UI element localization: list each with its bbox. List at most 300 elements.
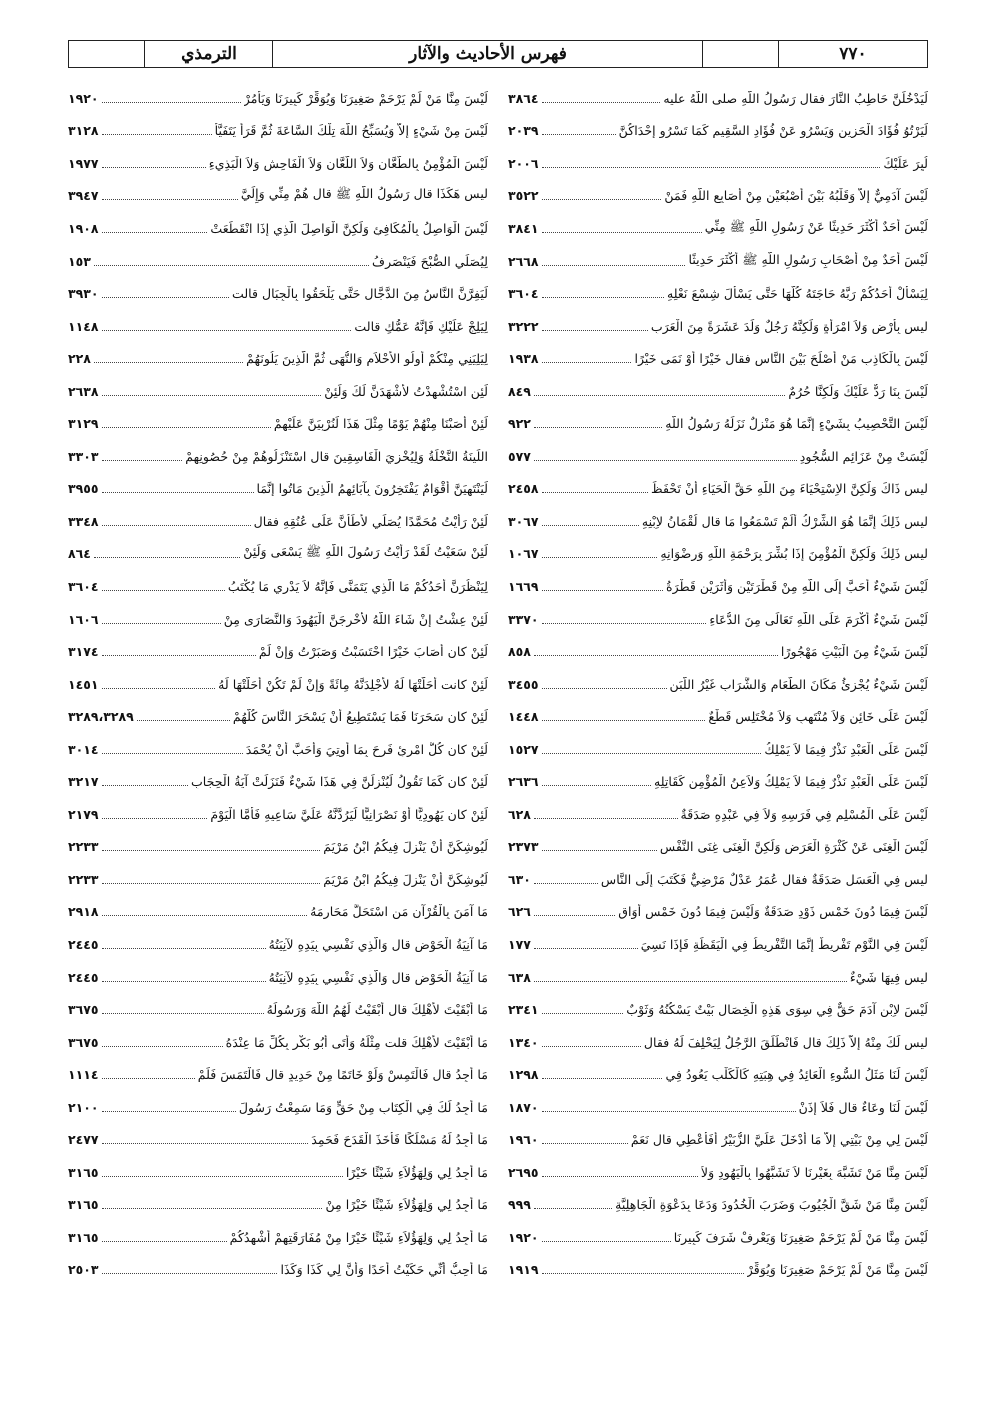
hadith-text: لَيْسَ مِنَّا مَنْ لَمْ يَرْحَمْ صَغِيرَنَا وَيُوَقِّرْ <box>746 1262 928 1278</box>
hadith-number: ٣٨٦٤ <box>508 90 539 106</box>
dot-leader <box>94 557 240 558</box>
index-entry <box>68 1156 488 1189</box>
index-entry <box>68 147 488 180</box>
page-title: فهرس الأحاديث والآثار <box>409 44 567 64</box>
hadith-number: ١٦٠٦ <box>68 611 99 627</box>
hadith-text: مَا أَبْقَيْتَ لأَهْلِكَ قال أَبْقَيْتُ لَهُمُ اللَّهَ وَرَسُولَهُ <box>266 1002 488 1018</box>
hadith-number: ٢٣٧٣ <box>508 839 539 855</box>
left-column <box>68 82 488 1286</box>
hadith-number: ٦٣٠ <box>508 871 531 887</box>
dot-leader <box>102 330 352 331</box>
hadith-text: لَئِنْ كان أَصَابَ خَيْرًا احْتَسَبْتُ وَصَبَرْتُ وَإِنْ لَمْ <box>258 644 488 660</box>
hadith-text: لَيْسَ بِنَا رَدٌّ عَلَيْكَ وَلَكِنَّا حُرُمٌ <box>788 383 928 399</box>
hadith-text: لَيْسَ التَّحْصِيبُ بِشَيْءٍ إِنَّمَا هُوَ مَنْزِلٌ نَزَلَهُ رَسُولُ اللَّهِ <box>665 416 928 432</box>
dot-leader <box>534 883 598 884</box>
index-entry <box>508 1058 928 1091</box>
dot-leader <box>102 785 188 786</box>
index-entry <box>68 863 488 896</box>
index-entry <box>508 798 928 831</box>
hadith-number: ٢٤٥٨ <box>508 481 539 497</box>
dot-leader <box>102 525 251 526</box>
dot-leader <box>542 557 658 558</box>
hadith-text: لَيَفِرَّنَّ النَّاسُ مِنَ الدَّجَّالِ حَتَّى يَلْحَقُوا بِالْجِبَالِ قالت <box>231 286 488 302</box>
hadith-number: ١٨٧٠ <box>508 1099 539 1115</box>
index-entry <box>508 473 928 506</box>
hadith-text: لَيْسَ الْمُؤْمِنُ بِالطَّعَّانِ وَلاَ اللَّعَّانِ وَلاَ الْفَاحِشِ وَلاَ الْبَذِيءِ <box>208 155 488 171</box>
dot-leader <box>542 1143 628 1144</box>
page-number: ٧٧٠ <box>839 44 867 64</box>
dot-leader <box>102 590 225 591</box>
index-entry <box>508 440 928 473</box>
index-entry <box>68 342 488 375</box>
index-entry <box>68 538 488 571</box>
dot-leader <box>102 1208 323 1209</box>
dot-leader <box>542 1176 698 1177</box>
dot-leader <box>542 1013 624 1014</box>
hadith-number: ٣٨٤١ <box>508 220 539 236</box>
hadith-text: لِيَسْأَلْ أَحَدُكُمْ رَبَّهُ حَاجَتَهُ كُلَّهَا حَتَّى يَسْأَلَ شِسْعَ نَعْلِهِ <box>666 286 928 302</box>
index-entry <box>68 440 488 473</box>
hadith-number: ٢٢٨ <box>68 351 91 367</box>
hadith-number: ٢٠٣٩ <box>508 123 539 139</box>
hadith-text: لَيْسَ بِالْكَاذِبِ مَنْ أَصْلَحَ بَيْنَ النَّاسِ فقال خَيْرًا أَوْ نَمَى خَيْرًا <box>634 351 928 367</box>
hadith-number: ٢١٧٩ <box>68 806 99 822</box>
index-entry <box>68 310 488 343</box>
index-entry <box>68 180 488 213</box>
hadith-number: ٣٩٣٠ <box>68 286 99 302</box>
hadith-number: ١٩٢٠ <box>508 1229 539 1245</box>
dot-leader <box>102 981 266 982</box>
index-entry <box>508 407 928 440</box>
dot-leader <box>542 1111 796 1112</box>
index-entry <box>508 570 928 603</box>
hadith-number: ١٩٣٨ <box>508 351 539 367</box>
hadith-number: ١٥٣ <box>68 253 91 269</box>
page-header <box>68 40 928 68</box>
index-entry <box>68 82 488 115</box>
dot-leader <box>542 1046 641 1047</box>
dot-leader <box>102 883 321 884</box>
hadith-text: لَئِنْ كان كَمَا تَقُولُ لَيُنْزِلَنَّ فِي هَذَا شَيْءٌ فَنَزَلَتْ آيَةُ الْحِجَابِ <box>190 774 488 790</box>
dot-leader <box>542 134 616 135</box>
hadith-text: ليس ذَلِكَ إِنَّمَا هُوَ الشِّرْكُ أَلَمْ تَسْمَعُوا مَا قال لُقْمَانُ لاِبْنِهِ <box>641 513 928 529</box>
dot-leader <box>542 199 662 200</box>
hadith-text: لَيْسَ مِنْ شَيْءٍ إِلاَّ وَيُسَبِّحُ اللَّهَ تِلْكَ السَّاعَةَ ثُمَّ قَرَأَ يَتَفَيَّأُ <box>214 123 488 139</box>
index-entry <box>508 1221 928 1254</box>
hadith-number: ٣٣٠٣ <box>68 448 99 464</box>
hadith-text: لُيِرَ عَلَيْكَ <box>883 155 928 171</box>
hadith-text: لَيْسَ مِنَّا مَنْ تَشَبَّهَ بِغَيْرِنَا لاَ تَشَبَّهُوا بِالْيَهُودِ وَلاَ <box>700 1164 928 1180</box>
hadith-text: لَئِنْ عِشْتُ إِنْ شَاءَ اللَّهُ لأُخْرِجَنَّ الْيَهُودَ وَالنَّصَارَى مِنْ <box>223 611 488 627</box>
index-entry <box>508 603 928 636</box>
index-entry <box>68 961 488 994</box>
hadith-text: لَيْسَ فِي النَّوْمِ تَفْرِيطٌ إِنَّمَا التَّفْرِيطُ فِي الْيَقَظَةِ فَإِذَا نَسِيَ <box>640 936 928 952</box>
index-entry <box>68 277 488 310</box>
dot-leader <box>102 1111 236 1112</box>
hadith-text: لَيُوشِكَنَّ أَنْ يَنْزِلَ فِيكُمُ ابْنُ مَرْيَمَ <box>323 839 488 855</box>
dot-leader <box>542 850 657 851</box>
hadith-text: مَا أَجِدُ لَهُ مَسْلَكًا فَأَخَذَ الْقَدَحَ فَحَمِدَ <box>311 1132 488 1148</box>
header-divider <box>144 41 145 67</box>
dot-leader <box>534 655 778 656</box>
hadith-text: لَئِنْ كان سَحَرَنَا فَمَا يَسْتَطِيعُ أَنْ يَسْحَرَ النَّاسَ كُلَّهُمْ <box>232 709 488 725</box>
dot-leader <box>102 460 183 461</box>
hadith-number: ٣٢٢٢ <box>508 318 539 334</box>
index-entry <box>508 928 928 961</box>
hadith-text: مَا أَبْقَيْتَ لأَهْلِكَ قلت مِثْلَهُ وَأَتَى أَبُو بَكْرٍ بِكُلِّ مَا عِنْدَهُ <box>225 1034 488 1050</box>
dot-leader <box>102 948 266 949</box>
index-entry <box>68 1189 488 1222</box>
hadith-text: لَيْسَ عَلَى خَائِنٍ وَلاَ مُنْتَهِبٍ وَلاَ مُخْتَلِسٍ قَطْعٌ <box>708 709 928 725</box>
dot-leader <box>542 265 686 266</box>
hadith-text: لَيْسَ أَحَدٌ مِنْ أَصْحَابِ رَسُولِ اللَّهِ ﷺ أَكْثَرَ حَدِيثًا <box>688 251 928 267</box>
hadith-number: ٣٩٥٥ <box>68 481 99 497</box>
hadith-text: لَئِنْ كان كُلُّ امْرِئٍ فَرِحَ بِمَا أُوتِيَ وَأَحَبَّ أَنْ يُحْمَدَ <box>245 741 488 757</box>
dot-leader <box>102 850 321 851</box>
dot-leader <box>542 1078 663 1079</box>
header-divider <box>778 41 779 67</box>
hadith-number: ١٩٦٠ <box>508 1132 539 1148</box>
right-column <box>508 82 928 1286</box>
index-entry <box>508 1091 928 1124</box>
hadith-text: لَيْسَ الْغِنَى عَنْ كَثْرَةِ الْعَرَضِ وَلَكِنَّ الْغِنَى غِنَى النَّفْسِ <box>659 839 928 855</box>
dot-leader <box>102 1046 223 1047</box>
hadith-number: ١٩٠٨ <box>68 220 99 236</box>
hadith-text: لَيْسَ مِنَّا مَنْ شَقَّ الْجُيُوبَ وَضَرَبَ الْخُدُودَ وَدَعَا بِدَعْوَةِ الْجَاهِلِيَّةِ <box>615 1197 928 1213</box>
dot-leader <box>102 753 243 754</box>
index-entry <box>508 635 928 668</box>
hadith-text: مَا آنِيَةُ الْحَوْضِ قال وَالَّذِي نَفْسِي بِيَدِهِ لآنِيَتُهُ <box>268 969 488 985</box>
hadith-number: ٣٣٧٠ <box>508 611 539 627</box>
dot-leader <box>102 232 208 233</box>
hadith-text: مَا أُحِبُّ أَنِّي حَكَيْتُ أَحَدًا وَأَنَّ لِي كَذَا وَكَذَا <box>280 1262 488 1278</box>
hadith-number: ١٢٩٨ <box>508 1067 539 1083</box>
hadith-text: لَيْسَ مِنَّا مَنْ لَمْ يَرْحَمْ صَغِيرَنَا وَيَعْرِفْ شَرَفَ كَبِيرِنَا <box>673 1229 928 1245</box>
index-entry <box>68 473 488 506</box>
hadith-text: لَيْسَ شَيْءٌ أَحَبَّ إِلَى اللَّهِ مِنْ قَطْرَتَيْنِ وَأَثَرَيْنِ قَطْرَةُ <box>666 578 928 594</box>
hadith-number: ٦٢٨ <box>508 806 531 822</box>
index-entry <box>68 668 488 701</box>
index-entry <box>68 928 488 961</box>
hadith-text: ليس ذَاكَ وَلَكِنَّ الاِسْتِحْيَاءَ مِنَ اللَّهِ حَقَّ الْحَيَاءِ أَنْ تَحْفَظَ <box>650 481 928 497</box>
hadith-text: لَيْسَ لِي مِنْ بَيْتِي إِلاَّ مَا أَدْخَلَ عَلَيَّ الزُّبَيْرُ أَفَأُعْطِي قال نَعَمْ <box>630 1132 928 1148</box>
dot-leader <box>542 720 706 721</box>
hadith-number: ٢٢٣٣ <box>68 871 99 887</box>
hadith-number: ٨٦٤ <box>68 546 91 562</box>
dot-leader <box>542 1241 671 1242</box>
hadith-text: لَيْسَ لَنَا مَثَلُ السُّوءِ الْعَائِدُ فِي هِبَتِهِ كَالْكَلْبِ يَعُودُ فِي <box>665 1067 928 1083</box>
index-entry <box>68 896 488 929</box>
index-entry <box>68 1221 488 1254</box>
dot-leader <box>102 395 322 396</box>
hadith-text: لَيْسَتْ مِنْ عَزَائِمِ السُّجُودِ <box>799 448 928 464</box>
hadith-number: ٦٢٦ <box>508 904 531 920</box>
hadith-number: ١٥٢٧ <box>508 741 539 757</box>
dot-leader <box>542 525 639 526</box>
dot-leader <box>102 1078 195 1079</box>
index-entry <box>68 603 488 636</box>
index-entry <box>68 1058 488 1091</box>
hadith-number: ٢٤٤٥ <box>68 969 99 985</box>
hadith-number: ٢٥٠٣ <box>68 1262 99 1278</box>
hadith-number: ٣٩٤٧ <box>68 188 99 204</box>
hadith-text: ليس فِيهَا شَيْءٌ <box>849 969 928 985</box>
hadith-number: ١٤٤٨ <box>508 709 539 725</box>
dot-leader <box>542 102 661 103</box>
dot-leader <box>542 492 648 493</box>
dot-leader <box>534 427 662 428</box>
hadith-text: ليس بِأَرْضٍ وَلاَ امْرَأَةٍ وَلَكِنَّهُ رَجُلٌ وَلَدَ عَشَرَةً مِنَ الْعَرَبِ <box>650 318 928 334</box>
hadith-number: ٣١٦٥ <box>68 1197 99 1213</box>
index-entry <box>508 212 928 245</box>
hadith-text: لِيَنْظُرَنَّ أَحَدُكُمْ مَا الَّذِي يَتَمَنَّى فَإِنَّهُ لاَ يَدْرِي مَا يُكْتَبُ <box>227 578 488 594</box>
dot-leader <box>102 492 254 493</box>
dot-leader <box>94 265 369 266</box>
hadith-number: ٣٣٤٨ <box>68 513 99 529</box>
hadith-text: لَيَدْخُلَنَّ حَاطِبُ النَّارَ فقال رَسُولُ اللَّهِ صلى اللَّهُ عليه <box>663 90 928 106</box>
index-entry <box>68 765 488 798</box>
hadith-number: ٣٠٦٧ <box>508 513 539 529</box>
dot-leader <box>542 362 632 363</box>
hadith-text: لَيْسَ لاِبْنِ آدَمَ حَقٌّ فِي سِوَى هَذِهِ الْخِصَالِ بَيْتٌ يَسْكُنُهُ وَثَوْبٌ <box>626 1002 928 1018</box>
hadith-text: لَيْسَ شَيْءٌ مِنَ الْبَيْتِ مَهْجُورًا <box>780 644 928 660</box>
hadith-number: ٢٦٩٥ <box>508 1164 539 1180</box>
dot-leader <box>542 753 762 754</box>
hadith-number: ٣٦٠٤ <box>508 286 539 302</box>
dot-leader <box>102 1013 264 1014</box>
index-entry <box>508 310 928 343</box>
hadith-text: لَيْسَ لَنَا وِعَاءٌ قال فَلاَ إِذَنْ <box>798 1099 928 1115</box>
hadith-text: لَئِنِ اسْتُشْهِدْتُ لأَشْهَدَنَّ لَكَ وَلَئِنْ <box>324 383 488 399</box>
hadith-number: ٢٦٣٨ <box>68 383 99 399</box>
hadith-text: لَيَنْتَهِيَنَّ أَقْوَامٌ يَفْتَخِرُونَ بِآبَائِهِمُ الَّذِينَ مَاتُوا إِنَّمَا <box>256 481 488 497</box>
hadith-number: ٩٢٢ <box>508 416 531 432</box>
hadith-number: ٣١٢٩ <box>68 416 99 432</box>
hadith-number: ١٦٦٩ <box>508 578 539 594</box>
hadith-text: لَيْسَ عَلَى الْعَبْدِ نَذْرٌ فِيمَا لاَ يَمْلِكُ <box>764 741 928 757</box>
index-entry <box>508 147 928 180</box>
dot-leader <box>102 1176 343 1177</box>
hadith-number: ٣٦٧٥ <box>68 1002 99 1018</box>
dot-leader <box>102 427 271 428</box>
index-entry <box>508 1189 928 1222</box>
dot-leader <box>534 460 797 461</box>
dot-leader <box>534 948 638 949</box>
index-entry <box>68 1124 488 1157</box>
hadith-text: لَئِنْ رَأَيْتُ مُحَمَّدًا يُصَلِّي لأَطَأَنَّ عَلَى عُنُقِهِ فقال <box>253 513 488 529</box>
dot-leader <box>542 232 702 233</box>
hadith-number: ١٩١٩ <box>508 1262 539 1278</box>
dot-leader <box>542 590 663 591</box>
dot-leader <box>102 818 208 819</box>
dot-leader <box>102 1273 278 1274</box>
hadith-text: لَيْسَ آدَمِيٌّ إِلاَّ وَقَلْبُهُ بَيْنَ أُصْبُعَيْنِ مِنْ أَصَابِعِ اللَّهِ فَمَنْ <box>664 188 928 204</box>
index-entry <box>68 700 488 733</box>
index-entry <box>508 668 928 701</box>
dot-leader <box>102 1241 227 1242</box>
index-entry <box>508 180 928 213</box>
index-entry <box>508 538 928 571</box>
index-entry <box>508 342 928 375</box>
index-entry <box>68 505 488 538</box>
hadith-number: ٢٢٣٣ <box>68 839 99 855</box>
hadith-number: ٢٤٤٥ <box>68 936 99 952</box>
hadith-number: ٢١٠٠ <box>68 1099 99 1115</box>
hadith-text: لَئِنْ أَصَبْنَا مِنْهُمْ يَوْمًا مِثْلَ هَذَا لَنُرْبِيَنَّ عَلَيْهِمْ <box>273 416 488 432</box>
hadith-text: مَا أَجِدُ قال فَالْتَمِسْ وَلَوْ خَاتَمًا مِنْ حَدِيدٍ قال فَالْتَمَسَ فَلَمْ <box>197 1067 488 1083</box>
hadith-text: لَئِنْ كان يَهُودِيًّا أَوْ نَصْرَانِيًّا لَيَرُدَّنَّهُ عَلَيَّ سَاعِيهِ فَأَمَّا الْيَوْمَ <box>210 806 488 822</box>
hadith-number: ١٠٦٧ <box>508 546 539 562</box>
hadith-number: ٣١٦٥ <box>68 1164 99 1180</box>
hadith-number: ٩٩٩ <box>508 1197 531 1213</box>
index-entry <box>68 212 488 245</box>
index-entry <box>68 993 488 1026</box>
index-entry <box>68 831 488 864</box>
hadith-text: ليس هَكَذَا قال رَسُولُ اللَّهِ ﷺ قال هُمْ مِنِّي وَإِلَيَّ <box>240 186 488 202</box>
index-entry <box>68 1026 488 1059</box>
hadith-number: ١١٤٨ <box>68 318 99 334</box>
dot-leader <box>534 915 615 916</box>
hadith-text: مَا أَجِدُ لِي وَلِهَؤُلاَءِ شَيْئًا خَيْرًا مِنْ مُفَارَقَتِهِمْ أُشْهِدُكُمْ <box>229 1229 488 1245</box>
dot-leader <box>102 167 206 168</box>
index-entry <box>508 961 928 994</box>
hadith-text: لَيْسَ مِنَّا مَنْ لَمْ يَرْحَمْ صَغِيرَنَا وَيُوَقِّرْ كَبِيرَنَا وَيَأْمُرْ <box>243 90 488 106</box>
hadith-number: ٣٤٥٥ <box>508 676 539 692</box>
hadith-text: لَئِنْ سَعَيْتُ لَقَدْ رَأَيْتُ رَسُولَ اللَّهِ ﷺ يَسْعَى وَلَئِنْ <box>243 544 488 560</box>
hadith-number: ٣٢١٧ <box>68 774 99 790</box>
index-entry <box>68 407 488 440</box>
dot-leader <box>542 297 664 298</box>
dot-leader <box>102 134 212 135</box>
dot-leader <box>534 981 847 982</box>
dot-leader <box>542 623 707 624</box>
index-entry <box>68 570 488 603</box>
hadith-number: ١٩٢٠ <box>68 90 99 106</box>
hadith-text: اللِّينَةُ النَّخْلَةُ وَلِيُخْزِيَ الْفَاسِقِينَ قال اسْتَنْزَلُوهُمْ مِنْ حُصُونِهِمْ <box>185 448 488 464</box>
index-entry <box>508 831 928 864</box>
index-entry <box>508 82 928 115</box>
dot-leader <box>102 915 308 916</box>
index-entry <box>508 1156 928 1189</box>
dot-leader <box>534 818 678 819</box>
index-entry <box>68 1091 488 1124</box>
hadith-number: ٢٦٦٨ <box>508 253 539 269</box>
dot-leader <box>542 785 651 786</box>
hadith-text: لَيْسَ شَيْءٌ يُجْزِئُ مَكَانَ الطَّعَامِ وَالشَّرَابِ غَيْرُ اللَّبَنِ <box>669 676 928 692</box>
hadith-number: ٣٥٢٢ <box>508 188 539 204</box>
index-entry <box>508 505 928 538</box>
book-name: الترمذي <box>181 44 237 64</box>
dot-leader <box>137 720 230 721</box>
index-entry <box>68 1254 488 1287</box>
index-entry <box>68 798 488 831</box>
hadith-number: ٣١٢٨ <box>68 123 99 139</box>
hadith-number: ١٧٧ <box>508 936 531 952</box>
dot-leader <box>102 623 221 624</box>
index-entry <box>508 1124 928 1157</box>
hadith-text: لَئِنْ كانت أَحَلَّتْهَا لَهُ لأَجْلِدَنَّهُ مِائَةً وَإِنْ لَمْ تَكُنْ أَحَلَّتْهَا لَهُ <box>218 676 488 692</box>
index-entry <box>68 733 488 766</box>
hadith-number: ١٤٥١ <box>68 676 99 692</box>
index-entry <box>508 1026 928 1059</box>
hadith-text: ليس فِي الْعَسَلِ صَدَقَةٌ فقال عُمَرُ عَدْلٌ مَرْضِيٌّ فَكَتَبَ إِلَى النَّاسِ <box>600 871 928 887</box>
dot-leader <box>542 330 648 331</box>
index-entry <box>68 635 488 668</box>
index-entry <box>508 733 928 766</box>
hadith-number: ٨٤٩ <box>508 383 531 399</box>
hadith-number: ٦٣٨ <box>508 969 531 985</box>
hadith-text: مَا أَجِدُ لِي وَلِهَؤُلاَءِ شَيْئًا خَيْرًا <box>345 1164 488 1180</box>
index-entry <box>508 700 928 733</box>
index-entry <box>508 1254 928 1287</box>
dot-leader <box>542 688 667 689</box>
hadith-number: ٣٠١٤ <box>68 741 99 757</box>
dot-leader <box>102 102 241 103</box>
hadith-text: مَا آمَنَ بِالْقُرْآنِ مَنِ اسْتَحَلَّ مَحَارِمَهُ <box>310 904 488 920</box>
index-entry <box>68 375 488 408</box>
hadith-text: لِيَلِجْ عَلَيْكِ فَإِنَّهُ عَمُّكِ قالت <box>354 318 488 334</box>
dot-leader <box>542 167 881 168</box>
dot-leader <box>534 395 785 396</box>
hadith-text: لِيُصَلِّي الصُّبْحَ فَيَنْصَرِفُ <box>372 253 488 269</box>
hadith-number: ٢٠٠٦ <box>508 155 539 171</box>
hadith-text: لَيْسَ عَلَى الْمُسْلِمِ فِي فَرَسِهِ وَلاَ فِي عَبْدِهِ صَدَقَةٌ <box>680 806 928 822</box>
hadith-text: لَيْسَ عَلَى الْعَبْدِ نَذْرٌ فِيمَا لاَ يَمْلِكُ وَلاَعِنُ الْمُؤْمِنِ كَقَاتِلِهِ <box>653 774 928 790</box>
index-entry <box>508 765 928 798</box>
index-entry <box>508 277 928 310</box>
hadith-text: لَيْسَ فِيمَا دُونَ خَمْسٍ ذَوْدٍ صَدَقَةٌ وَلَيْسَ فِيمَا دُونَ خَمْسِ أَوَاقٍ <box>618 904 928 920</box>
hadith-number: ٢٣٤١ <box>508 1002 539 1018</box>
hadith-number: ٣٦٧٥ <box>68 1034 99 1050</box>
hadith-number: ١١١٤ <box>68 1067 99 1083</box>
hadith-text: لَيْسَ أَحَدٌ أَكْثَرَ حَدِيثًا عَنْ رَسُولِ اللَّهِ ﷺ مِنِّي <box>704 218 928 234</box>
hadith-number: ١٩٧٧ <box>68 155 99 171</box>
hadith-number: ١٣٤٠ <box>508 1034 539 1050</box>
index-entry <box>508 863 928 896</box>
hadith-text: لَيُوشِكَنَّ أَنْ يَنْزِلَ فِيكُمُ ابْنُ مَرْيَمَ <box>323 871 488 887</box>
hadith-number: ٢٩١٨ <box>68 904 99 920</box>
index-entry <box>508 375 928 408</box>
hadith-number: ٣٢٨٩،٣٢٨٩ <box>68 709 134 725</box>
dot-leader <box>102 1143 309 1144</box>
hadith-text: ليس لَكَ مِنْهُ إِلاَّ ذَلِكَ قال فَانْطَلَقَ الرَّجُلُ لِيَحْلِفَ لَهُ فقال <box>643 1034 928 1050</box>
hadith-number: ٥٧٧ <box>508 448 531 464</box>
hadith-number: ٣٦٠٤ <box>68 578 99 594</box>
hadith-text: مَا أَجِدُ لِي وَلِهَؤُلاَءِ شَيْئًا خَيْرًا مِنْ <box>325 1197 488 1213</box>
hadith-number: ٣١٧٤ <box>68 644 99 660</box>
hadith-number: ٢٤٧٧ <box>68 1132 99 1148</box>
hadith-text: لَيْسَ الْوَاصِلُ بِالْمُكَافِئِ وَلَكِنَّ الْوَاصِلَ الَّذِي إِذَا انْقَطَعَتْ <box>210 220 488 236</box>
hadith-text: لَيْسَ شَيْءٌ أَكْرَمَ عَلَى اللَّهِ تَعَالَى مِنَ الدُّعَاءِ <box>709 611 928 627</box>
index-entry <box>508 896 928 929</box>
hadith-number: ٨٥٨ <box>508 644 531 660</box>
dot-leader <box>102 297 229 298</box>
dot-leader <box>534 1208 612 1209</box>
hadith-number: ٢٦٣٦ <box>508 774 539 790</box>
hadith-text: مَا أَجِدُ لَكَ فِي الْكِتَابِ مِنْ حَقٍّ وَمَا سَمِعْتُ رَسُولَ <box>238 1099 488 1115</box>
dot-leader <box>102 688 216 689</box>
hadith-text: مَا آنِيَةُ الْحَوْضِ قال وَالَّذِي نَفْسِي بِيَدِهِ لآنِيَتُهُ <box>268 936 488 952</box>
index-entry <box>68 245 488 278</box>
dot-leader <box>102 655 256 656</box>
dot-leader <box>94 362 243 363</box>
hadith-number: ٣١٦٥ <box>68 1229 99 1245</box>
dot-leader <box>102 199 238 200</box>
hadith-text: ليس ذَلِكَ وَلَكِنَّ الْمُؤْمِنَ إِذَا بُشِّرَ بِرَحْمَةِ اللَّهِ وَرِضْوَانِهِ <box>660 546 928 562</box>
dot-leader <box>542 1273 744 1274</box>
index-entry <box>508 245 928 278</box>
index-entry <box>508 115 928 148</box>
